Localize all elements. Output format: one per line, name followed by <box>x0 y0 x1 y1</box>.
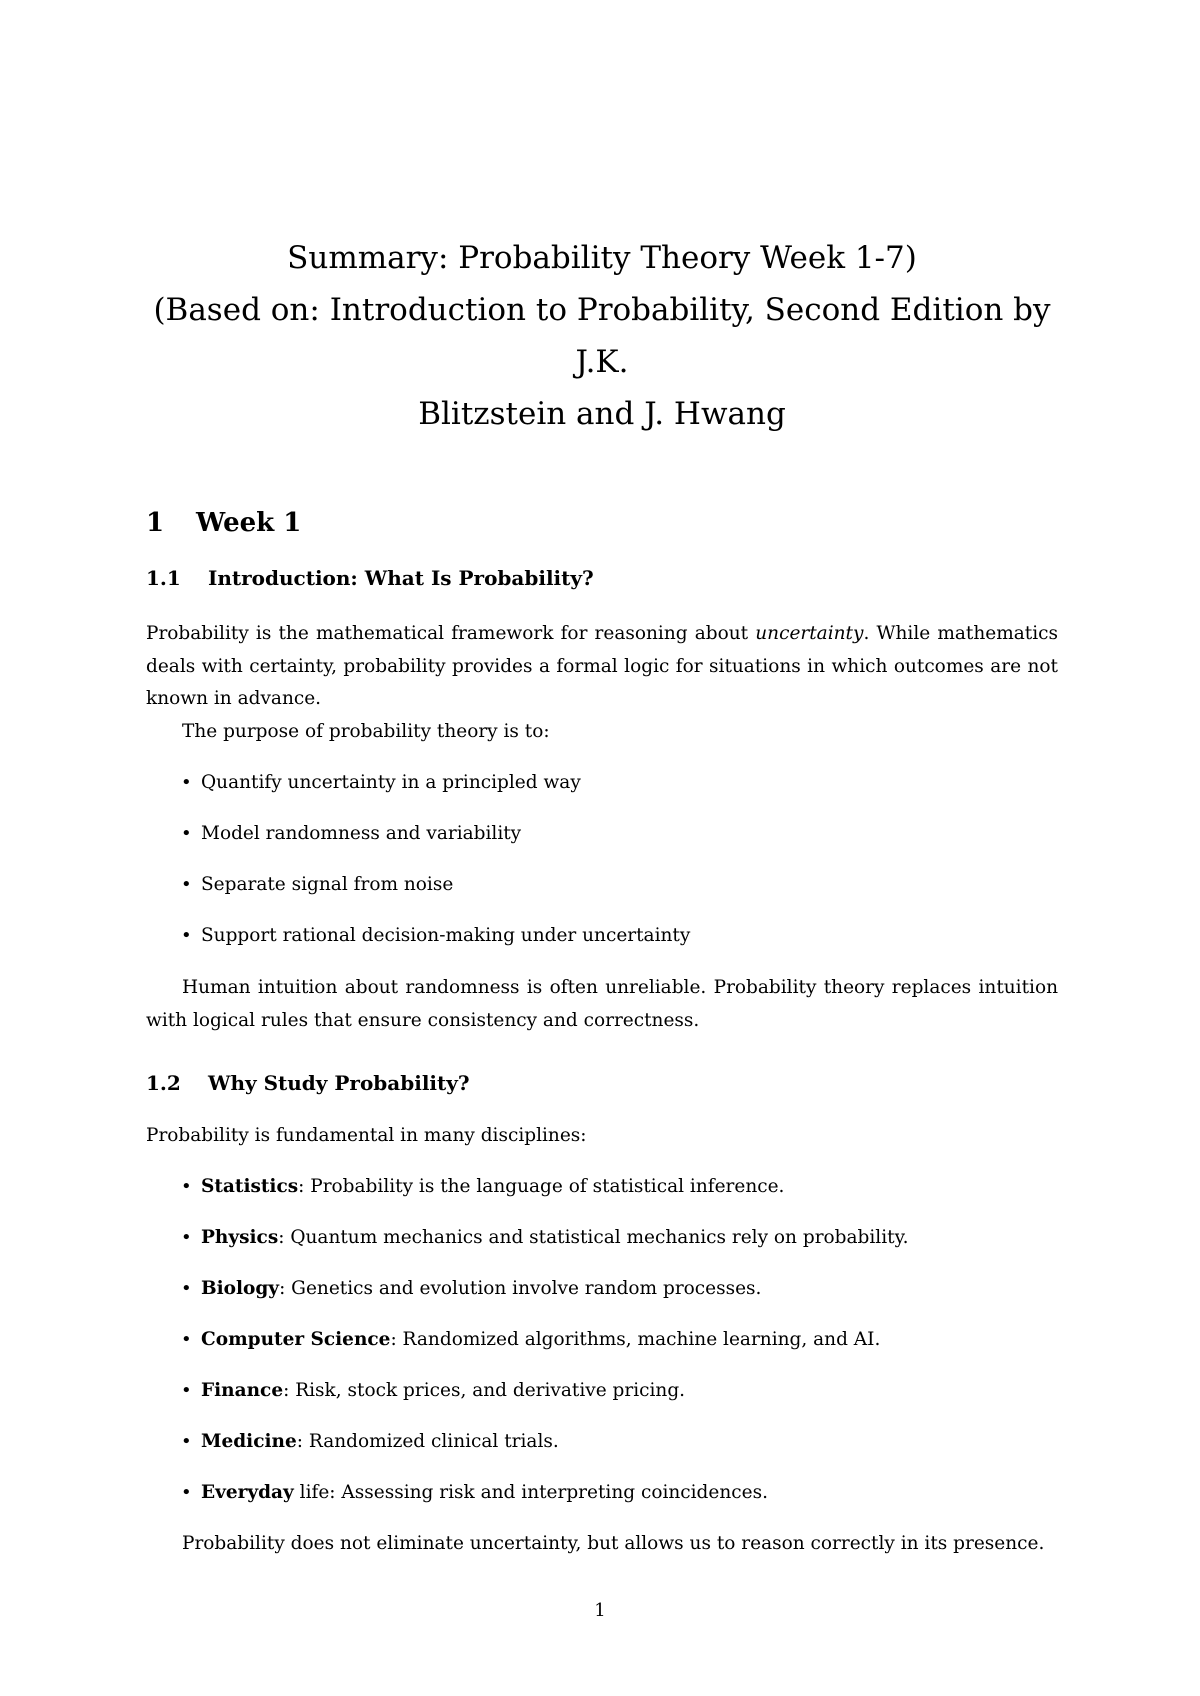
bullet-icon: • <box>181 1227 192 1248</box>
list-item-text: Model randomness and variability <box>201 823 522 844</box>
term-label: Finance <box>201 1380 284 1401</box>
bullet-icon: • <box>181 874 192 895</box>
bullet-icon: • <box>181 1176 192 1197</box>
list-item <box>146 767 1058 818</box>
paragraph-text: Probability is the mathematical framework for reasoning about <box>146 623 756 644</box>
term-label: Everyday <box>201 1482 294 1503</box>
title-line-3: Blitzstein and J. Hwang <box>418 396 786 432</box>
term-label: Computer Science <box>201 1329 391 1350</box>
title-line-2: (Based on: Introduction to Probability, Second Edition by J.K. <box>153 292 1051 380</box>
list-item <box>146 869 1058 920</box>
bullet-icon: • <box>181 772 192 793</box>
list-item-text: : Randomized clinical trials. <box>296 1431 559 1452</box>
term-label: Statistics <box>201 1176 299 1197</box>
emphasis-uncertainty: uncertainty <box>755 623 864 644</box>
paragraph-human-intuition: Human intuition about randomness is often unreliable. Probability theory replaces intuition with logical rules that ensure consistency and correctness. <box>146 977 1058 1031</box>
term-label: Medicine <box>201 1431 297 1452</box>
list-item <box>146 1324 1058 1375</box>
section-title-text: Week 1 <box>196 508 302 538</box>
subsection-number: 1.1 <box>146 566 181 590</box>
paragraph-text: . While mathematics deals with certainty, probability provides a formal logic for situations in which outcomes are not known in advance. <box>146 623 1058 709</box>
paragraph-probability-definition <box>146 618 1058 716</box>
list-item-text: life: Assessing risk and interpreting coincidences. <box>293 1482 768 1503</box>
list-item <box>146 1273 1058 1324</box>
list-item-text: Support rational decision-making under uncertainty <box>201 925 691 946</box>
list-item-text: : Genetics and evolution involve random processes. <box>279 1278 762 1299</box>
list-item-text: Quantify uncertainty in a principled way <box>201 772 581 793</box>
purpose-bullet-list <box>146 767 1058 971</box>
subsection-heading-1-1 <box>146 566 594 590</box>
bullet-icon: • <box>181 1482 192 1503</box>
title-line-1: Summary: Probability Theory Week 1-7) <box>287 240 917 276</box>
document-title <box>146 232 1058 440</box>
subsection-heading-1-2 <box>146 1071 470 1095</box>
list-item <box>146 1375 1058 1426</box>
subsection-title-text: Introduction: What Is Probability? <box>208 566 594 590</box>
bullet-icon: • <box>181 1380 192 1401</box>
list-item <box>146 1477 1058 1528</box>
page-number: 1 <box>594 1600 606 1621</box>
bullet-icon: • <box>181 925 192 946</box>
bullet-icon: • <box>181 1329 192 1350</box>
bullet-icon: • <box>181 823 192 844</box>
subsection-title-text: Why Study Probability? <box>208 1071 470 1095</box>
bullet-icon: • <box>181 1431 192 1452</box>
list-item <box>146 1222 1058 1273</box>
paragraph-purpose: The purpose of probability theory is to: <box>182 721 550 742</box>
list-item <box>146 1426 1058 1477</box>
section-number: 1 <box>146 508 165 538</box>
paragraph-closing: Probability does not eliminate uncertainty, but allows us to reason correctly in its presence. <box>182 1533 1045 1554</box>
term-label: Biology <box>201 1278 280 1299</box>
list-item-text: : Quantum mechanics and statistical mechanics rely on probability. <box>278 1227 909 1248</box>
list-item-text: : Risk, stock prices, and derivative pricing. <box>283 1380 686 1401</box>
subsection-number: 1.2 <box>146 1071 181 1095</box>
section-heading-week-1 <box>146 508 301 538</box>
paragraph-disciplines-intro: Probability is fundamental in many disciplines: <box>146 1125 587 1146</box>
list-item-text: Separate signal from noise <box>201 874 454 895</box>
disciplines-bullet-list <box>146 1171 1058 1528</box>
list-item <box>146 1171 1058 1222</box>
list-item-text: : Randomized algorithms, machine learning, and AI. <box>390 1329 881 1350</box>
list-item-text: : Probability is the language of statistical inference. <box>298 1176 785 1197</box>
bullet-icon: • <box>181 1278 192 1299</box>
term-label: Physics <box>201 1227 279 1248</box>
title-block-container <box>146 232 1058 440</box>
list-item <box>146 920 1058 971</box>
list-item <box>146 818 1058 869</box>
